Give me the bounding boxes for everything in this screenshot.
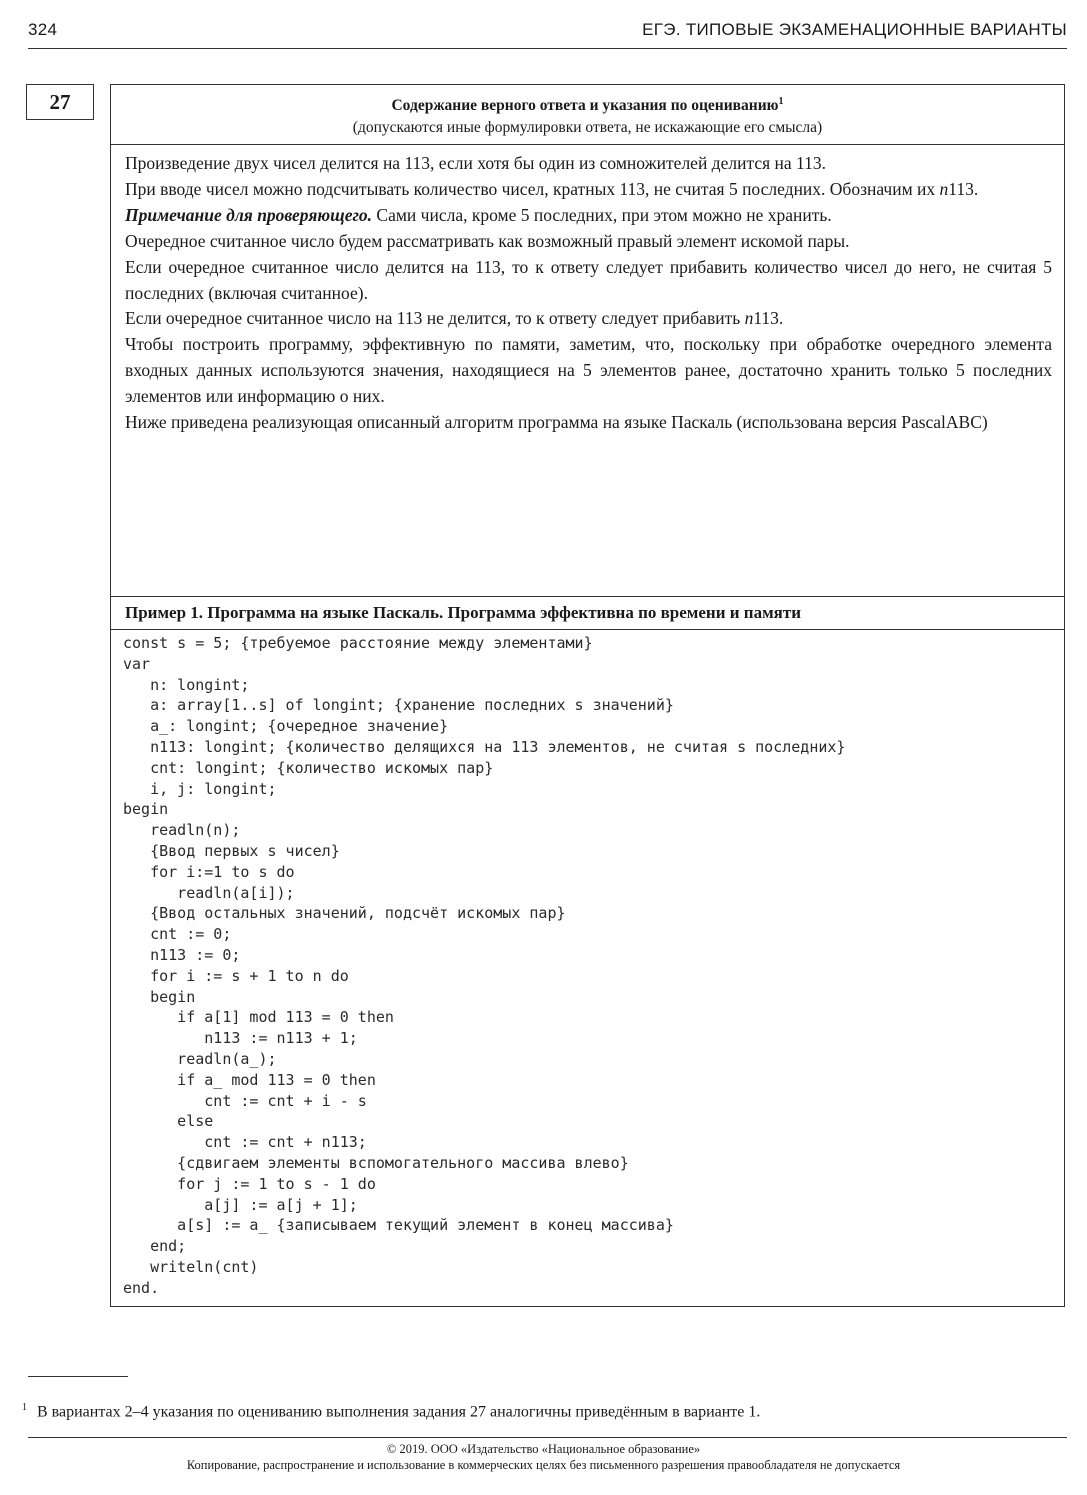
code-listing [111, 630, 1064, 1302]
code-line: a: array[1..s] of longint; {хранение последних s значений} [123, 696, 674, 715]
answer-box [110, 84, 1065, 1307]
code-line: {сдвигаем элементы вспомогательного массива влево} [123, 1153, 629, 1172]
code-line: end; [123, 1237, 187, 1256]
code-line: cnt := 0; [123, 925, 232, 944]
page-header [28, 18, 1067, 49]
code-line: {Ввод первых s чисел} [123, 841, 340, 860]
code-line: for j := 1 to s - 1 do [123, 1174, 376, 1193]
note-label: Примечание для проверяющего. [125, 204, 373, 225]
code-line: n113 := 0; [123, 945, 241, 964]
paragraph-6: Если очередное считанное число на 113 не делится, то к ответу следует прибавить n113. [125, 308, 784, 329]
code-line: a[j] := a[j + 1]; [123, 1195, 358, 1214]
code-line: var [123, 654, 151, 673]
code-line: begin [123, 987, 196, 1006]
paragraph-7: Чтобы построить программу, эффективную по памяти, заметим, что, поскольку при обработке очередного элемента входных данных используются значения, находящиеся на 5 элементов ранее, достаточно хранить только 5 последних элементов или информацию о них. [125, 334, 1052, 407]
footnote-marker: 1 [22, 1402, 27, 1413]
paragraph-note: Примечание для проверяющего. Сами числа, кроме 5 последних, при этом можно не хранить. [125, 204, 832, 225]
solution-text [111, 145, 1064, 597]
code-line: begin [123, 800, 169, 819]
paragraph-2: При вводе чисел можно подсчитывать количество чисел, кратных 113, не считая 5 последних. Обозначим их n113. [125, 178, 979, 199]
code-line: if a[1] mod 113 = 0 then [123, 1008, 394, 1027]
section-subtitle: (допускаются иные формулировки ответа, не искажающие его смысла) [352, 119, 823, 137]
footnote-ref: 1 [778, 96, 784, 107]
footnote-divider [28, 1376, 128, 1377]
code-line: {Ввод остальных значений, подсчёт искомых пар} [123, 904, 566, 923]
code-line: n113 := n113 + 1; [123, 1029, 358, 1048]
code-line: n113: longint; {количество делящихся на 113 элементов, не считая s последних} [123, 737, 846, 756]
copyright-footer [0, 1441, 1087, 1473]
task-number-box: 27 [26, 84, 94, 120]
code-line: end. [123, 1278, 160, 1297]
code-line: writeln(cnt) [123, 1257, 259, 1276]
footnote [22, 1397, 1062, 1423]
copyright-line-2: Копирование, распространение и использование в коммерческих целях без письменного разрешения правообладателя не допускается [186, 1458, 901, 1472]
paragraph-4: Очередное считанное число будем рассматривать как возможный правый элемент искомой пары. [125, 230, 850, 251]
code-line: for i:=1 to s do [123, 862, 295, 881]
running-title: ЕГЭ. ТИПОВЫЕ ЭКЗАМЕНАЦИОННЫЕ ВАРИАНТЫ [642, 20, 1067, 39]
code-line: cnt := cnt + n113; [123, 1133, 367, 1152]
code-line: readln(a[i]); [123, 883, 295, 902]
code-line: readln(n); [123, 821, 241, 840]
copyright-line-1: © 2019. ООО «Издательство «Национальное образование» [386, 1442, 701, 1456]
code-line: if a_ mod 113 = 0 then [123, 1070, 376, 1089]
code-line: else [123, 1112, 214, 1131]
section-header [111, 85, 1064, 145]
code-line: a_: longint; {очередное значение} [123, 717, 449, 736]
code-line: readln(a_); [123, 1049, 277, 1068]
example-title: Пример 1. Программа на языке Паскаль. Программа эффективна по времени и памяти [111, 597, 1064, 630]
footnote-text: В вариантах 2–4 указания по оцениванию выполнения задания 27 аналогичны приведённым в варианте 1. [37, 1403, 761, 1421]
code-line: cnt: longint; {количество искомых пар} [123, 758, 494, 777]
paragraph-1: Произведение двух чисел делится на 113, если хотя бы один из сомножителей делится на 113. [125, 153, 826, 173]
code-line: const s = 5; {требуемое расстояние между элементами} [123, 634, 593, 652]
page-number: 324 [28, 20, 58, 39]
code-line: a[s] := a_ {записываем текущий элемент в конец массива} [123, 1216, 674, 1235]
paragraph-5: Если очередное считанное число делится на 113, то к ответу следует прибавить количество чисел до него, не считая 5 последних (включая считанное). [125, 256, 1052, 303]
code-line: for i := s + 1 to n do [123, 966, 349, 985]
footer-divider [28, 1437, 1067, 1438]
code-line: cnt := cnt + i - s [123, 1091, 367, 1110]
code-line: i, j: longint; [123, 779, 277, 798]
code-line: n: longint; [123, 675, 250, 694]
paragraph-8: Ниже приведена реализующая описанный алгоритм программа на языке Паскаль (использована версия PascalABC) [125, 412, 988, 433]
section-title: Содержание верного ответа и указания по оцениванию$^1$ [391, 96, 784, 115]
